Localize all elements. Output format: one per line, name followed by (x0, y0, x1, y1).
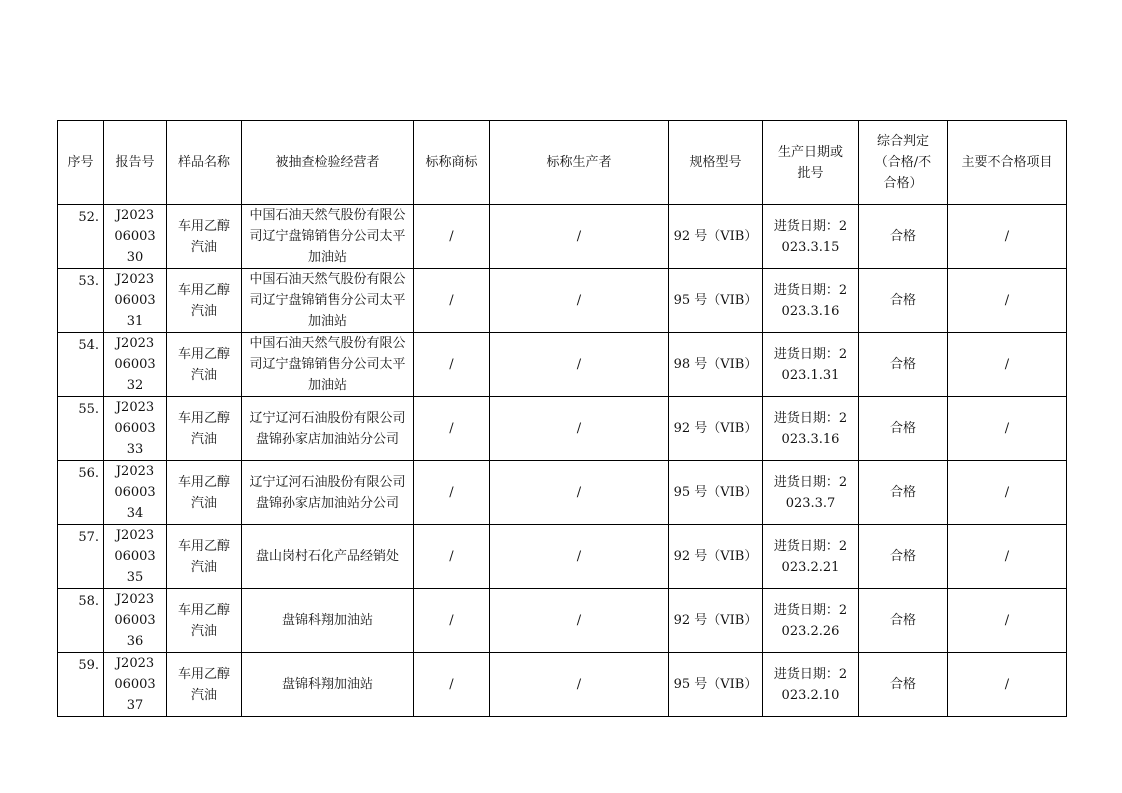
cell-production-date: 进货日期：2023.3.16 (763, 397, 859, 461)
cell-production-date: 进货日期：2023.3.15 (763, 205, 859, 269)
cell-index: 55. (58, 397, 104, 461)
cell-sample-name: 车用乙醇汽油 (167, 397, 242, 461)
header-trademark: 标称商标 (414, 121, 490, 205)
header-index: 序号 (58, 121, 104, 205)
table-row (58, 205, 1067, 269)
cell-spec: 92 号（VIB） (669, 397, 763, 461)
cell-sample-name: 车用乙醇汽油 (167, 589, 242, 653)
cell-verdict: 合格 (859, 205, 948, 269)
cell-manufacturer: / (490, 525, 669, 589)
cell-production-date: 进货日期：2023.3.16 (763, 269, 859, 333)
cell-operator: 盘山岗村石化产品经销处 (242, 525, 414, 589)
cell-verdict: 合格 (859, 525, 948, 589)
cell-index: 59. (58, 653, 104, 717)
cell-failed-items: / (948, 589, 1067, 653)
cell-report-no: J20230600330 (104, 205, 167, 269)
cell-report-no: J20230600335 (104, 525, 167, 589)
cell-failed-items: / (948, 525, 1067, 589)
header-verdict: 综合判定（合格/不合格） (859, 121, 948, 205)
table-body (58, 205, 1067, 717)
inspection-results-table (57, 120, 1067, 717)
cell-spec: 92 号（VIB） (669, 205, 763, 269)
cell-spec: 95 号（VIB） (669, 653, 763, 717)
cell-trademark: / (414, 397, 490, 461)
table-row (58, 269, 1067, 333)
cell-trademark: / (414, 589, 490, 653)
cell-sample-name: 车用乙醇汽油 (167, 333, 242, 397)
cell-verdict: 合格 (859, 653, 948, 717)
cell-operator: 辽宁辽河石油股份有限公司盘锦孙家店加油站分公司 (242, 397, 414, 461)
cell-report-no: J20230600336 (104, 589, 167, 653)
cell-trademark: / (414, 205, 490, 269)
cell-index: 54. (58, 333, 104, 397)
cell-sample-name: 车用乙醇汽油 (167, 653, 242, 717)
cell-spec: 98 号（VIB） (669, 333, 763, 397)
cell-spec: 95 号（VIB） (669, 461, 763, 525)
cell-trademark: / (414, 461, 490, 525)
cell-trademark: / (414, 333, 490, 397)
table-row (58, 461, 1067, 525)
cell-failed-items: / (948, 205, 1067, 269)
cell-trademark: / (414, 525, 490, 589)
cell-operator: 中国石油天然气股份有限公司辽宁盘锦销售分公司太平加油站 (242, 205, 414, 269)
cell-production-date: 进货日期：2023.2.10 (763, 653, 859, 717)
cell-manufacturer: / (490, 461, 669, 525)
cell-production-date: 进货日期：2023.3.7 (763, 461, 859, 525)
cell-sample-name: 车用乙醇汽油 (167, 461, 242, 525)
cell-verdict: 合格 (859, 461, 948, 525)
cell-manufacturer: / (490, 205, 669, 269)
cell-trademark: / (414, 269, 490, 333)
cell-report-no: J20230600333 (104, 397, 167, 461)
cell-spec: 95 号（VIB） (669, 269, 763, 333)
table-row (58, 589, 1067, 653)
cell-failed-items: / (948, 333, 1067, 397)
cell-manufacturer: / (490, 269, 669, 333)
cell-sample-name: 车用乙醇汽油 (167, 205, 242, 269)
cell-verdict: 合格 (859, 269, 948, 333)
cell-verdict: 合格 (859, 589, 948, 653)
cell-report-no: J20230600334 (104, 461, 167, 525)
cell-manufacturer: / (490, 333, 669, 397)
cell-index: 52. (58, 205, 104, 269)
cell-verdict: 合格 (859, 397, 948, 461)
cell-sample-name: 车用乙醇汽油 (167, 269, 242, 333)
header-spec: 规格型号 (669, 121, 763, 205)
cell-sample-name: 车用乙醇汽油 (167, 525, 242, 589)
header-manufacturer: 标称生产者 (490, 121, 669, 205)
cell-verdict: 合格 (859, 333, 948, 397)
cell-index: 56. (58, 461, 104, 525)
cell-production-date: 进货日期：2023.1.31 (763, 333, 859, 397)
cell-trademark: / (414, 653, 490, 717)
table-row (58, 397, 1067, 461)
header-operator: 被抽查检验经营者 (242, 121, 414, 205)
cell-report-no: J20230600332 (104, 333, 167, 397)
cell-operator: 盘锦科翔加油站 (242, 653, 414, 717)
cell-report-no: J20230600337 (104, 653, 167, 717)
cell-manufacturer: / (490, 397, 669, 461)
cell-manufacturer: / (490, 653, 669, 717)
cell-failed-items: / (948, 397, 1067, 461)
cell-failed-items: / (948, 653, 1067, 717)
cell-failed-items: / (948, 461, 1067, 525)
cell-index: 53. (58, 269, 104, 333)
cell-spec: 92 号（VIB） (669, 589, 763, 653)
cell-production-date: 进货日期：2023.2.21 (763, 525, 859, 589)
cell-operator: 中国石油天然气股份有限公司辽宁盘锦销售分公司太平加油站 (242, 333, 414, 397)
table-row (58, 525, 1067, 589)
cell-index: 57. (58, 525, 104, 589)
cell-report-no: J20230600331 (104, 269, 167, 333)
cell-manufacturer: / (490, 589, 669, 653)
cell-operator: 盘锦科翔加油站 (242, 589, 414, 653)
table-row (58, 653, 1067, 717)
cell-operator: 中国石油天然气股份有限公司辽宁盘锦销售分公司太平加油站 (242, 269, 414, 333)
table-row (58, 333, 1067, 397)
header-sample-name: 样品名称 (167, 121, 242, 205)
table-header-row (58, 121, 1067, 205)
header-production-date: 生产日期或批号 (763, 121, 859, 205)
cell-production-date: 进货日期：2023.2.26 (763, 589, 859, 653)
cell-operator: 辽宁辽河石油股份有限公司盘锦孙家店加油站分公司 (242, 461, 414, 525)
header-failed-items: 主要不合格项目 (948, 121, 1067, 205)
cell-failed-items: / (948, 269, 1067, 333)
header-report-no: 报告号 (104, 121, 167, 205)
cell-index: 58. (58, 589, 104, 653)
cell-spec: 92 号（VIB） (669, 525, 763, 589)
